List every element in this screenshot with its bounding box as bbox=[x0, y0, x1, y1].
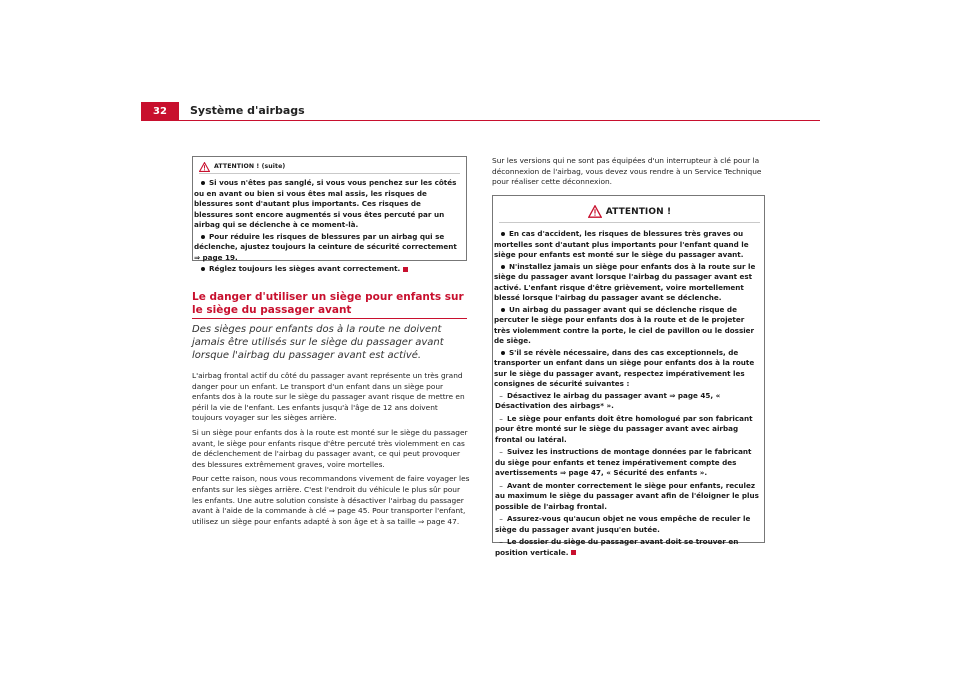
bullet-icon bbox=[201, 235, 205, 239]
warning-box-header bbox=[499, 202, 760, 223]
dash-mark: – bbox=[499, 390, 503, 400]
warning-item: En cas d'accident, les risques de blessures très graves ou mortelles sont d'autant plus importants pour l'enfant quand le siège pour enfants est monté sur le siège du passager avant. bbox=[494, 229, 749, 259]
dash-mark: – bbox=[499, 514, 503, 523]
warning-box-continued bbox=[192, 156, 467, 273]
paragraph: Si un siège pour enfants dos à la route est monté sur le siège du passager avant, le siège pour enfants risque d'être percuté très violemment en cas de déclenchement de l'airbag du passager avant, ce qui peut provoquer des blessures extrêmement graves, voire mortelles. bbox=[192, 427, 468, 469]
section-subtitle: Des sièges pour enfants dos à la route ne doivent jamais être utilisés sur le siège du passager avant lorsque l'airbag du passager avant est activé. bbox=[192, 324, 444, 361]
warning-item: Un airbag du passager avant qui se déclenche risque de percuter le siège pour enfants dos à la route et de le projeter très violemment contre la porte, le ciel de pavillon ou le dossier de siège. bbox=[494, 304, 755, 345]
dash-mark: – bbox=[499, 447, 503, 456]
dash-mark: – bbox=[499, 413, 503, 423]
warning-item: Pour réduire les risques de blessures par un airbag qui se déclenche, ajustez toujours la ceinture de sécurité correctement ⇒ page 19. bbox=[194, 231, 457, 262]
warning-sub-item: – Assurez-vous qu'aucun objet ne vous empêche de reculer le siège du passager avant jusqu'en butée. bbox=[495, 514, 751, 534]
dash-mark: – bbox=[499, 537, 503, 546]
body-text-right bbox=[492, 156, 767, 188]
bullet-icon bbox=[501, 351, 505, 355]
header-divider bbox=[141, 120, 820, 121]
page-header-title: Système d'airbags bbox=[190, 104, 305, 117]
end-mark-icon bbox=[571, 550, 576, 555]
warning-sub-item: – Suivez les instructions de montage données par le fabricant du siège pour enfants et tenez impérativement compte des avertissements ⇒ page 47, « Sécurité des enfants ». bbox=[495, 447, 752, 477]
section-divider bbox=[192, 318, 467, 319]
bullet-icon bbox=[501, 265, 505, 269]
bullet-icon bbox=[201, 181, 205, 185]
end-mark-icon bbox=[403, 267, 408, 272]
warning-box-title: ATTENTION ! (suite) bbox=[214, 162, 286, 170]
paragraph: L'airbag frontal actif du côté du passager avant représente un très grand danger pour un enfant. Le transport d'un enfant dans un siège pour enfants dos à la route sur le siège du passager avant risque de mettre en péril la vie de l'enfant. Les enfants jusqu'à l'âge de 12 ans doivent toujours voyager sur les sièges arrière. bbox=[192, 371, 465, 423]
bullet-icon bbox=[201, 267, 205, 271]
warning-sub-item: – Le dossier du siège du passager avant doit se trouver en position verticale. bbox=[495, 537, 739, 557]
warning-sub-item: – Avant de monter correctement le siège pour enfants, reculez au maximum le siège du passager avant afin de l'éloigner le plus possible de l'airbag frontal. bbox=[495, 480, 759, 511]
page-number: 32 bbox=[141, 102, 179, 120]
warning-item: Réglez toujours les sièges avant correctement. bbox=[193, 264, 460, 275]
bullet-icon bbox=[501, 232, 505, 236]
warning-item: S'il se révèle nécessaire, dans des cas exceptionnels, de transporter un enfant dans un siège pour enfants dos à la route sur le siège du passager avant, respectez impérativement les consignes de sécurité suivantes : bbox=[494, 347, 755, 388]
paragraph: Pour cette raison, nous vous recommandons vivement de faire voyager les enfants sur les sièges arrière. C'est l'endroit du véhicule le plus sûr pour les enfants. Une autre solution consiste à désactiver l'airbag du passager avant à l'aide de la commande à clé ⇒ page 45. Pour transporter l'enfant, utilisez un siège pour enfants adapté à son âge et à sa taille ⇒ page 47. bbox=[192, 474, 470, 526]
section-title: Le danger d'utiliser un siège pour enfants sur le siège du passager avant bbox=[192, 291, 464, 316]
body-text-left bbox=[192, 371, 470, 531]
bullet-icon bbox=[501, 308, 505, 312]
warning-triangle-icon bbox=[199, 157, 210, 176]
warning-sub-item: – Le siège pour enfants doit être homologué par son fabricant pour être monté sur le siège du passager avant avec airbag frontal ou latéral. bbox=[495, 413, 753, 444]
warning-box-title: ATTENTION ! bbox=[605, 207, 672, 217]
warning-box bbox=[492, 195, 765, 557]
warning-box-header bbox=[199, 159, 460, 174]
warning-triangle-icon bbox=[588, 203, 602, 222]
warning-item: Si vous n'êtes pas sanglé, si vous vous penchez sur les côtés ou en avant ou bien si vous êtes mal assis, les risques de blessures sont d'autant plus importants. Ces risques de blessures sont encore augmentés si vous êtes percuté par un airbag qui se déclenche à ce moment-là. bbox=[194, 178, 457, 229]
dash-mark: – bbox=[499, 480, 503, 490]
warning-sub-item: – Désactivez le airbag du passager avant ⇒ page 45, « Désactivation des airbags* ». bbox=[495, 390, 721, 410]
warning-item: N'installez jamais un siège pour enfants dos à la route sur le siège du passager avant lorsque l'airbag du passager avant est activé. L'enfant risque d'être grièvement, voire mortellement blessé lorsque l'airbag du passager avant se déclenche. bbox=[494, 261, 756, 302]
paragraph: Sur les versions qui ne sont pas équipées d'un interrupteur à clé pour la déconnexion de l'airbag, vous devez vous rendre à un Service Technique pour réaliser cette déconnexion. bbox=[492, 156, 762, 187]
